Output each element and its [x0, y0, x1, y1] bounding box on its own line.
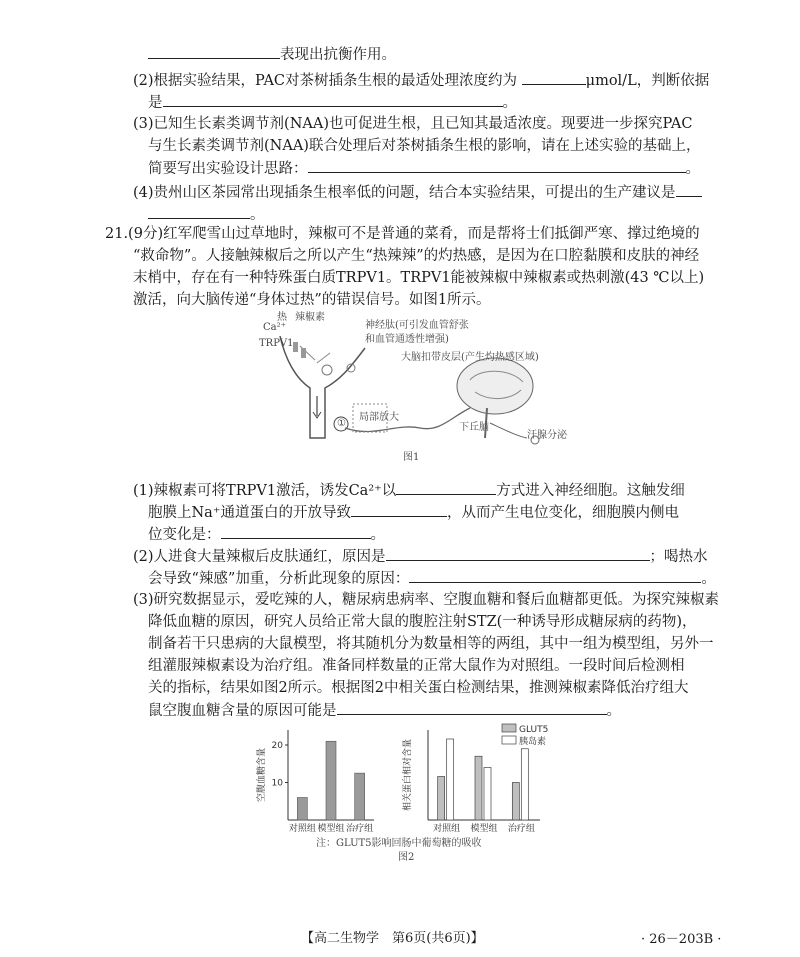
brain-shape	[457, 358, 533, 414]
legend-swatch-胰岛素	[502, 736, 516, 744]
q21-q3-line1: (3)研究数据显示，爱吃辣的人，糖尿病患病率、空腹血糖和餐后血糖都更低。为探究辣椒素	[133, 592, 720, 608]
q21-q2-line1	[133, 546, 708, 567]
bar-胰岛素-模型组	[484, 768, 491, 821]
fig1-label-ca: Ca²⁺	[263, 322, 286, 333]
bar-治疗组	[355, 773, 365, 820]
q20-q4-line2: 。	[148, 204, 265, 225]
q20-q4-text: (4)贵州山区茶园常出现插条生根率低的问题，结合本实验结果，可提出的生产建议是	[133, 185, 676, 201]
fig1-label-neuropeptide-2: 和血管通透性增强)	[365, 334, 449, 345]
q21-q1-line3: 位变化是： 。	[148, 524, 385, 545]
q21-intro-line2: “救命物”。人接触辣椒后之所以产生“热辣辣”的灼热感，是因为在口腔黏膜和皮肤的神经	[133, 248, 700, 264]
footer-page-info: 【高二生物学 第6页(共6页)】	[301, 931, 484, 946]
y-axis-label: 空腹血糖含量	[257, 747, 267, 803]
q21-q1-c: 胞膜上Na⁺通道蛋白的开放导致	[148, 505, 351, 521]
x-tick-label: 治疗组	[507, 824, 535, 832]
q20-q3-line2: 与生长素类调节剂(NAA)联合处理后对茶树插条生根的影响，请在上述实验的基础上，	[148, 138, 701, 154]
answer-blank[interactable]	[522, 70, 586, 85]
q21-q3-line4: 组灌服辣椒素设为治疗组。准备同样数量的正常大鼠作为对照组。一段时间后检测相	[148, 658, 685, 674]
answer-blank[interactable]	[148, 204, 250, 219]
q21-q2-a: (2)人进食大量辣椒后皮肤通红，原因是	[133, 549, 386, 565]
q21-q2-line2: 会导致“辣感”加重，分析此现象的原因： 。	[148, 568, 716, 589]
q21-intro-line4: 激活，向大脑传递“身体过热”的错误信号。如图1所示。	[133, 292, 491, 308]
bar-胰岛素-治疗组	[521, 749, 528, 820]
q21-q1-line2	[148, 502, 679, 523]
answer-blank[interactable]	[163, 92, 503, 107]
q20-q2-text: (2)根据实验结果，PAC对茶树插条生根的最适处理浓度约为	[133, 73, 518, 89]
answer-blank[interactable]	[337, 700, 607, 715]
y-axis-label: 相关蛋白相对含量	[403, 738, 413, 812]
y-tick-label: 10	[271, 778, 283, 789]
q21-q2-b: ；喝热水	[649, 549, 708, 565]
fig1-label-trpv1: TRPV1	[259, 338, 294, 349]
answer-blank[interactable]	[148, 44, 280, 59]
fig2-note: 注：GLUT5影响回肠中葡萄糖的吸收	[316, 838, 482, 849]
answer-blank[interactable]	[308, 158, 686, 173]
fig1-label-circle1: ①	[337, 418, 346, 429]
x-tick-label: 模型组	[317, 824, 345, 832]
q20-q2-unit: μmol/L，判断依据	[585, 73, 710, 89]
chart-fasting-glucose	[250, 720, 380, 832]
footer-exam-code: · 26－203B ·	[641, 932, 722, 947]
q20-q4-line1	[133, 182, 702, 203]
q21-q1-line1	[133, 480, 685, 501]
legend-label: 胰岛素	[519, 737, 547, 747]
answer-blank[interactable]	[386, 546, 650, 561]
trpv1-channel	[293, 342, 298, 352]
q21-intro-line1: 21.(9分)红军爬雪山过草地时，辣椒可不是普通的菜肴，而是帮将士们抵御严寒、撑过绝境的	[105, 226, 700, 242]
legend-swatch-GLUT5	[502, 724, 516, 732]
x-tick-label: 模型组	[470, 824, 498, 832]
vesicle	[322, 365, 332, 375]
q21-q3-line3: 制备若干只患病的大鼠模型，将其随机分为数量相等的两组，其中一组为模型组，另外一	[148, 636, 714, 652]
fig1-label-capsaicin: 辣椒素	[295, 312, 325, 323]
q20-q3-text: 简要写出实验设计思路：	[148, 161, 308, 177]
answer-blank[interactable]	[351, 502, 447, 517]
figure-1	[255, 308, 575, 463]
figure-2	[250, 720, 580, 868]
q21-q2-c: 会导致“辣感”加重，分析此现象的原因：	[148, 571, 410, 587]
x-tick-label: 对照组	[433, 824, 461, 832]
x-tick-label: 治疗组	[346, 824, 374, 832]
q20-q3-line3: 简要写出实验设计思路： 。	[148, 158, 700, 179]
q20-frag-text: 表现出抗衡作用。	[280, 47, 396, 63]
fig1-label-sweat: 汗腺分泌	[527, 430, 567, 441]
bar-GLUT5-治疗组	[512, 783, 519, 821]
answer-blank[interactable]	[396, 480, 496, 495]
q21-q3-line6: 鼠空腹血糖含量的原因可能是 。	[148, 700, 621, 721]
fig1-label-hot: 热	[277, 312, 287, 323]
q21-q1-e: 位变化是：	[148, 527, 221, 543]
bar-模型组	[326, 741, 336, 820]
q21-q1-a: (1)辣椒素可将TRPV1激活，诱发Ca²⁺以	[133, 483, 397, 499]
answer-blank[interactable]	[409, 568, 701, 583]
y-tick-label: 20	[271, 741, 283, 751]
q20-q2-line2: 是 。	[148, 92, 517, 113]
answer-blank[interactable]	[221, 524, 371, 539]
q21-q1-d: ，从而产生电位变化，细胞膜内侧电	[447, 505, 679, 521]
bar-对照组	[297, 798, 307, 821]
neuron-terminal-outline	[280, 336, 365, 438]
trpv1-channel	[301, 348, 306, 358]
q21-intro-line3: 末梢中，存在有一种特殊蛋白质TRPV1。TRPV1能被辣椒中辣椒素或热刺激(43 ℃以上)	[133, 270, 705, 286]
fig1-label-hypothalamus: 下丘脑	[459, 422, 489, 433]
fig2-caption: 图2	[398, 852, 415, 863]
fig1-label-cortex: 大脑扣带皮层(产生灼热感区域)	[401, 352, 539, 363]
bar-胰岛素-对照组	[447, 739, 454, 820]
answer-blank[interactable]	[676, 182, 702, 197]
legend-label: GLUT5	[519, 725, 549, 735]
fig1-caption: 图1	[403, 452, 420, 463]
bar-GLUT5-模型组	[475, 756, 482, 820]
q20-q2-line1	[133, 70, 709, 91]
q20-q3-line1: (3)已知生长素类调节剂(NAA)也可促进生根，且已知其最适浓度。现要进一步探究PAC	[133, 116, 693, 132]
efferent-fiber	[490, 423, 527, 438]
q21-q3-line5: 关的指标，结果如图2所示。根据图2中相关蛋白检测结果，推测辣椒素降低治疗组大	[148, 680, 689, 696]
bar-GLUT5-对照组	[438, 777, 445, 821]
q21-q3-l6-text: 鼠空腹血糖含量的原因可能是	[148, 703, 337, 719]
fig1-label-local-amp: 局部放大	[359, 412, 399, 423]
q21-q3-line2: 降低血糖的原因，研究人员给正常大鼠的腹腔注射STZ(一种诱导形成糖尿病的药物)，	[148, 614, 697, 630]
fig1-label-neuropeptide-1: 神经肽(可引发血管舒张	[365, 320, 469, 331]
q21-q1-b: 方式进入神经细胞。这触发细	[496, 483, 685, 499]
q20-q2-b: 是	[148, 95, 163, 111]
chart-protein-content	[398, 720, 578, 832]
q20-frag-line	[148, 44, 396, 65]
x-tick-label: 对照组	[288, 824, 316, 832]
